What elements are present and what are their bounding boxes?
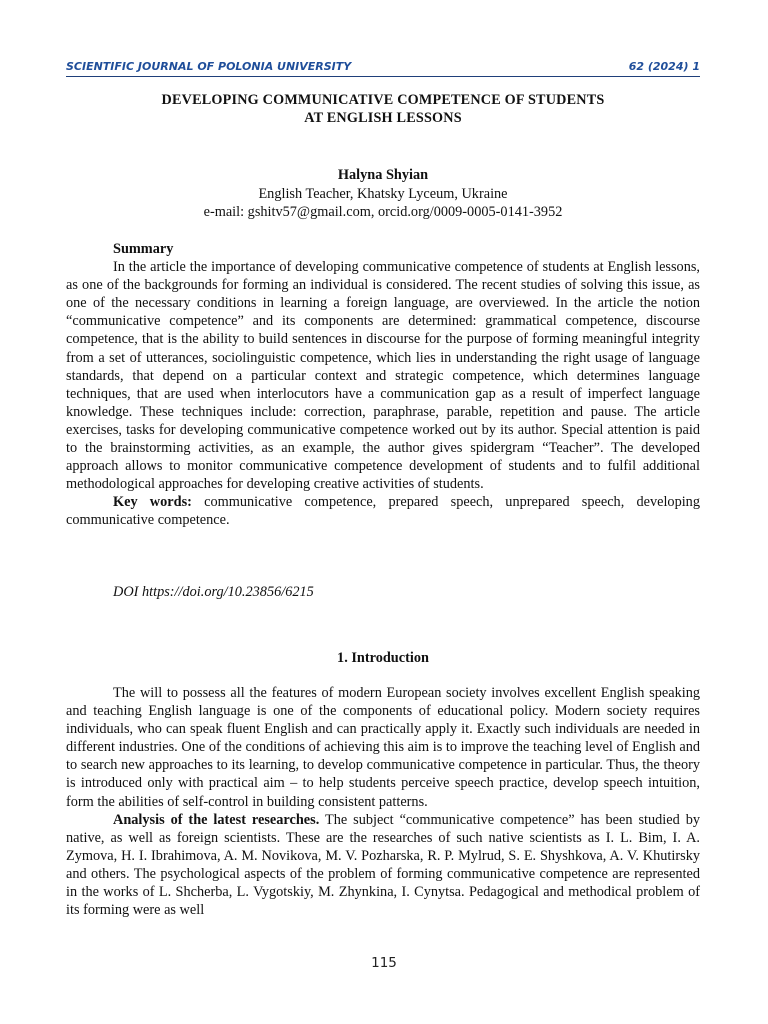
analysis-text: The subject “communicative competence” has been studied by native, as well as foreign scientists. These are the researches of such native scientists as I. L. Bim, I. A. Zymova, H. I. Ibrahimova, A. M. Novikova, M. V. Pozharska, R. P. Mylrud, S. E. Shyshkova, A. V. Khutirsky and others. The psychological aspects of the problem of forming communicative competence are represented in the works of L. Shcherba, L. Vygotskiy, M. Zhynkina, I. Cynytsa. Pedagogical and methodical problem of its forming were as well [66, 811, 700, 919]
author-name: Halyna Shyian [337, 167, 429, 183]
summary-heading: Summary [113, 241, 174, 257]
running-header [66, 60, 700, 77]
page-number: 115 [371, 955, 397, 971]
author-affiliation: English Teacher, Khatsky Lyceum, Ukraine [258, 185, 508, 202]
journal-name: SCIENTIFIC JOURNAL OF POLONIA UNIVERSITY [66, 60, 352, 73]
issue-number: 62 (2024) 1 [628, 60, 700, 73]
title-line-1: DEVELOPING COMMUNICATIVE COMPETENCE OF STUDENTS [161, 92, 605, 108]
keywords-paragraph [66, 493, 700, 529]
title-line-2: AT ENGLISH LESSONS [304, 110, 462, 126]
summary-text: In the article the importance of developing communicative competence of students at English lessons, as one of the backgrounds for forming an individual is considered. The recent studies of solving this issue, as one of the necessary conditions in learning a foreign language, are overviewed. In the article the notion “communicative competence” and its components are determined: grammatical competence, discourse competence, that is the ability to build sentences in discourse for the purpose of forming meaningful integrity from a set of utterances, sociolinguistic competence, which lies in understanding the right usage of language standards, that depend on a particular context and strategic competence, which determines language techniques, that are used when interlocutors have a communication gap as a result of imperfect language knowledge. These techniques include: correction, paraphrase, parable, repetition and pause. The article exercises, tasks for developing communicative competence worked out by its author. Special attention is paid to the brainstorming activities, as an example, the author gives spidergram “Teacher”. The developed approach allows to monitor communicative competence development of students and to fulfil additional methodological approaches for developing creative activities of students. [66, 259, 700, 493]
doi-link[interactable]: DOI https://doi.org/10.23856/6215 [113, 584, 314, 600]
author-block [66, 166, 700, 222]
intro-paragraph-1: The will to possess all the features of modern European society involves excellent English speaking and teaching English language is one of the components of educational policy. Modern society requires individuals, who can speak fluent English and can practically apply it. Exactly such individuals are needed in different industries. One of the conditions of achieving this aim is to improve the teaching level of English and to search new approaches to its learning, to develop communicative competence in particular. Thus, the theory is introduced only with practical aim – to help students perceive speech practice, develop speech intuition, form the abilities of self-control in building consistent patterns. [66, 685, 700, 810]
author-contact: e-mail: gshitv57@gmail.com, orcid.org/0009-0005-0141-3952 [203, 204, 563, 220]
section-heading-introduction: 1. Introduction [337, 650, 429, 666]
summary-section [66, 240, 700, 530]
analysis-label: Analysis of the latest researches. [113, 811, 320, 828]
article-title [66, 91, 700, 127]
analysis-paragraph [66, 811, 700, 920]
keywords-label: Key words: [113, 494, 192, 511]
introduction-section [66, 684, 700, 919]
keywords-text: communicative competence, prepared speech, unprepared speech, developing communicative competence. [66, 494, 700, 529]
